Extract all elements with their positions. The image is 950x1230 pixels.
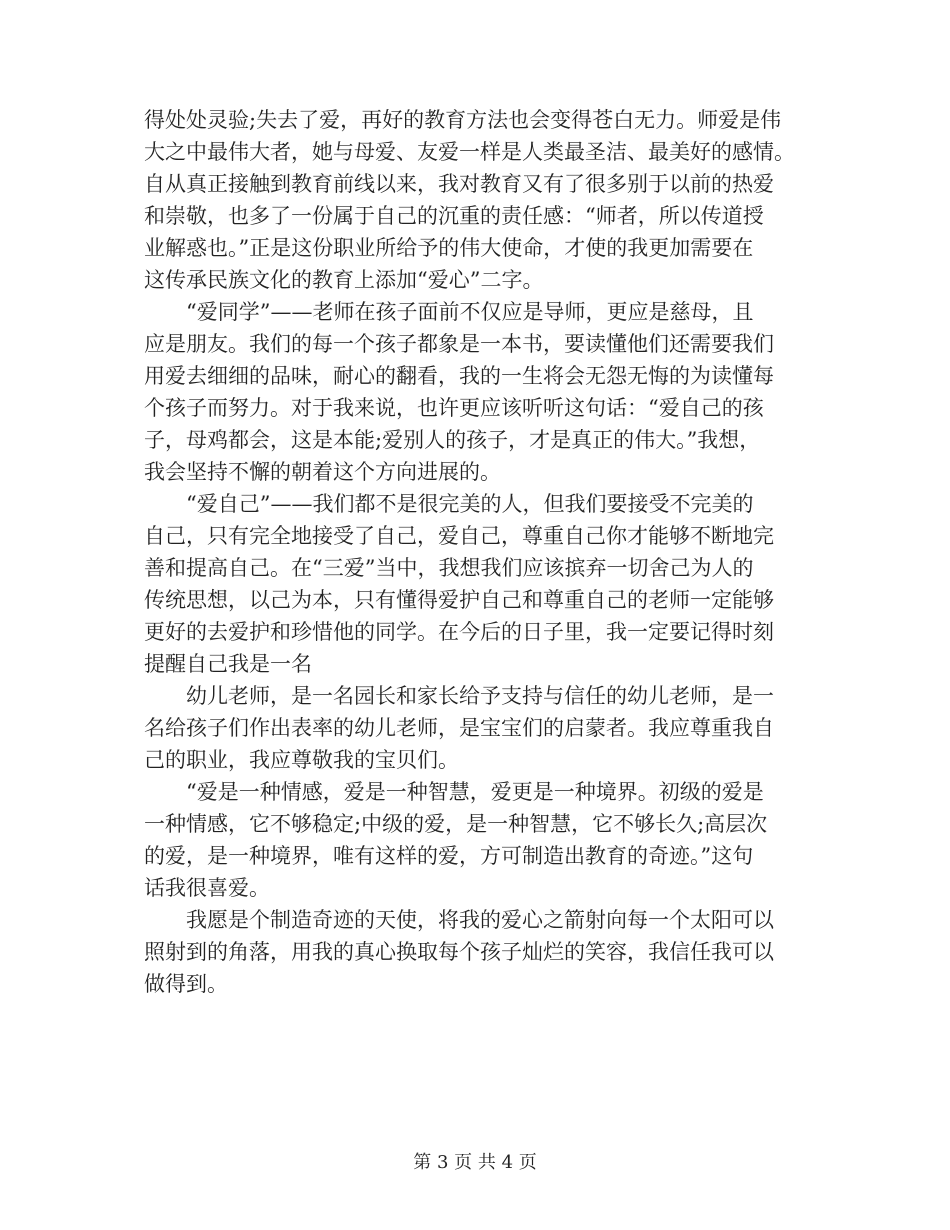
- paragraph-line: 自己，只有完全地接受了自己，爱自己，尊重自己你才能够不断地完: [144, 524, 774, 548]
- paragraph-4: [144, 680, 806, 776]
- paragraph-line: 话我很喜爱。: [144, 876, 270, 900]
- paragraph-5: [144, 776, 806, 904]
- paragraph-line: 做得到。: [144, 972, 228, 996]
- paragraph-line: 己的职业，我应尊敬我的宝贝们。: [144, 748, 459, 772]
- document-body: [144, 104, 806, 1000]
- paragraph-line: 照射到的角落，用我的真心换取每个孩子灿烂的笑容，我信任我可以: [144, 940, 774, 964]
- page-number-footer: 第 3 页 共 4 页: [413, 1152, 537, 1173]
- paragraph-line: 提醒自己我是一名: [144, 652, 312, 676]
- paragraph-1: [144, 104, 806, 296]
- paragraph-line: 大之中最伟大者，她与母爱、友爱一样是人类最圣洁、最美好的感情。: [144, 140, 795, 164]
- paragraph-3: [144, 488, 806, 680]
- paragraph-line: 我会坚持不懈的朝着这个方向进展的。: [144, 460, 501, 484]
- paragraph-2: [144, 296, 806, 488]
- paragraph-line: 名给孩子们作出表率的幼儿老师，是宝宝们的启蒙者。我应尊重我自: [144, 716, 774, 740]
- paragraph-line: 个孩子而努力。对于我来说，也许更应该听听这句话：“爱自己的孩: [144, 396, 764, 420]
- paragraph-line: 传统思想，以己为本，只有懂得爱护自己和尊重自己的老师一定能够: [144, 588, 774, 612]
- paragraph-line: 我愿是个制造奇迹的天使，将我的爱心之箭射向每一个太阳可以: [186, 908, 774, 932]
- paragraph-line: 自从真正接触到教育前线以来，我对教育又有了很多别于以前的热爱: [144, 172, 774, 196]
- paragraph-6: [144, 904, 806, 1000]
- paragraph-line: “爱是一种情感，爱是一种智慧，爱更是一种境界。初级的爱是: [186, 780, 764, 804]
- paragraph-line: 得处处灵验;失去了爱，再好的教育方法也会变得苍白无力。师爱是伟: [144, 108, 782, 132]
- paragraph-line: 用爱去细细的品味，耐心的翻看，我的一生将会无怨无悔的为读懂每: [144, 364, 774, 388]
- paragraph-line: 业解惑也。”正是这份职业所给予的伟大使命，才使的我更加需要在: [144, 236, 754, 260]
- paragraph-line: 和崇敬，也多了一份属于自己的沉重的责任感：“师者，所以传道授: [144, 204, 764, 228]
- paragraph-line: 这传承民族文化的教育上添加“爱心”二字。: [144, 268, 544, 292]
- paragraph-line: 幼儿老师，是一名园长和家长给予支持与信任的幼儿老师，是一: [186, 684, 774, 708]
- paragraph-line: 善和提高自己。在“三爱”当中，我想我们应该摈弃一切舍己为人的: [144, 556, 754, 580]
- paragraph-line: “爱自己”——我们都不是很完美的人，但我们要接受不完美的: [186, 492, 754, 516]
- paragraph-line: 应是朋友。我们的每一个孩子都象是一本书，要读懂他们还需要我们: [144, 332, 774, 356]
- paragraph-line: 的爱，是一种境界，唯有这样的爱，方可制造出教育的奇迹。”这句: [144, 844, 754, 868]
- paragraph-line: 更好的去爱护和珍惜他的同学。在今后的日子里，我一定要记得时刻: [144, 620, 774, 644]
- paragraph-line: 子，母鸡都会，这是本能;爱别人的孩子，才是真正的伟大。”我想，: [144, 428, 761, 452]
- paragraph-line: “爱同学”——老师在孩子面前不仅应是导师，更应是慈母，且: [186, 300, 754, 324]
- paragraph-line: 一种情感，它不够稳定;中级的爱，是一种智慧，它不够长久;高层次: [144, 812, 768, 836]
